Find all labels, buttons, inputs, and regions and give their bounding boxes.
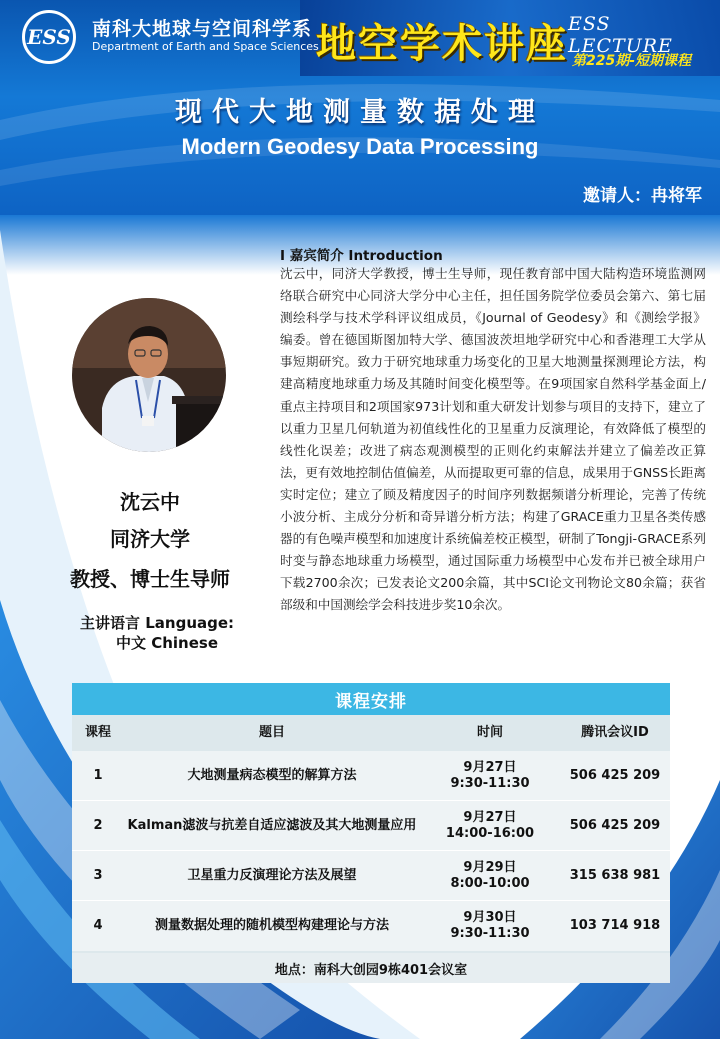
- course-hours: 9:30-11:30: [450, 926, 530, 941]
- department-name-cn: 南科大地球与空间科学系: [92, 18, 313, 40]
- department-name-en: Department of Earth and Space Sciences: [92, 40, 319, 53]
- table-row: [72, 751, 670, 800]
- schedule-title: 课程安排: [72, 683, 670, 715]
- language-value: 中文 Chinese: [116, 634, 219, 652]
- column-header: 腾讯会议ID: [581, 725, 649, 740]
- course-number: 2: [93, 817, 103, 833]
- language-label: 主讲语言 Language:: [80, 614, 235, 632]
- meeting-id: 506 425 209: [569, 817, 661, 833]
- table-row: [72, 801, 670, 850]
- course-number: 4: [93, 918, 103, 933]
- course-date: 9月30日: [463, 910, 517, 925]
- column-header: 课程: [84, 725, 111, 740]
- location-label: 地点：南科大创园9栋401会议室: [72, 953, 670, 983]
- course-topic: 大地测量病态模型的解算方法: [187, 767, 357, 783]
- table-row: [72, 901, 670, 951]
- speaker-affiliation: 同济大学: [110, 527, 190, 551]
- meeting-id: 103 714 918: [569, 918, 661, 933]
- course-date: 9月29日: [463, 859, 517, 875]
- course-title-en: Modern Geodesy Data Processing: [181, 134, 539, 159]
- course-topic: 卫星重力反演理论方法及展望: [187, 867, 357, 883]
- speaker-photo: [72, 298, 226, 452]
- course-title-cn: 现代大地测量数据处理: [175, 97, 545, 128]
- meeting-id: 506 425 209: [569, 767, 661, 783]
- column-header: 题目: [258, 725, 285, 740]
- course-time: [420, 760, 560, 792]
- course-date: 9月27日: [463, 809, 517, 825]
- course-time: [420, 910, 560, 942]
- meeting-id: 315 638 981: [569, 867, 661, 883]
- course-hours: 14:00-16:00: [445, 825, 535, 841]
- lecture-series-title-en: ESS LECTURE: [568, 13, 673, 57]
- course-topic: 测量数据处理的随机模型构建理论与方法: [154, 918, 389, 933]
- course-time: [420, 810, 560, 842]
- intro-text: 沈云中，同济大学教授，博士生导师，现任教育部中国大陆构造环境监测网络联合研究中心同济大学分中心主任，担任国务院学位委员会第六、第七届测绘科学与技术学科评议组成员，《Journal of Geodesy》和《测绘学报》编委。曾在德国斯图加特大学、德国波茨坦地学研究中心和香港理工大学从事短期研究。致力于研究地球重力场变化的卫星大地测量探测理论方法，构建高精度地球重力场及其随时间变化模型等。在9项国家自然科学基金面上/重点主持项目和2项国家973计划和重大研发计划参与项目的支持下，建立了以重力卫星几何轨道为初值线性化的卫星重力反演理论，有效降低了模型的线性化误差；改进了病态观测模型的正则化约束解法并建立了偏差改正算法，更有效地控制估值偏差，从而提取更可靠的信息，成果用于GNSS长距离实时定位；建立了顾及精度因子的时间序列数据频谱分析理论，完善了传统小波分析、主成分分析和奇异谱分析方法；构建了GRACE重力卫星各类传感器的有色噪声模型和加速度计系统偏差校正模型，研制了Tongji-GRACE系列时变与静态地球重力场模型，通过国际重力场模型中心发布并已被全球用户下载2700余次；已发表论文200余篇，其中SCI论文刊物论文80余篇；获省部级和中国测绘学会科技进步奖10余次。: [280, 266, 706, 613]
- intro-heading: I 嘉宾简介 Introduction: [280, 248, 443, 264]
- table-header-row: [72, 715, 670, 751]
- course-topic: Kalman滤波与抗差自适应滤波及其大地测量应用: [127, 817, 417, 833]
- issue-label: 第225期-短期课程: [572, 53, 692, 69]
- course-time: [420, 860, 560, 892]
- department-logo: ESS: [22, 10, 76, 64]
- inviter-label: 邀请人：冉将军: [583, 186, 702, 206]
- course-date: 9月27日: [463, 759, 517, 775]
- course-number: 3: [93, 867, 103, 883]
- column-header: 时间: [476, 725, 503, 740]
- speaker-position: 教授、博士生导师: [70, 567, 230, 591]
- speaker-name: 沈云中: [120, 490, 180, 514]
- course-hours: 9:30-11:30: [450, 775, 530, 791]
- course-hours: 8:00-10:00: [450, 875, 530, 891]
- course-number: 1: [93, 767, 103, 783]
- lecture-series-title: 地空学术讲座: [316, 20, 568, 67]
- schedule-table: [72, 683, 670, 983]
- table-row: [72, 851, 670, 900]
